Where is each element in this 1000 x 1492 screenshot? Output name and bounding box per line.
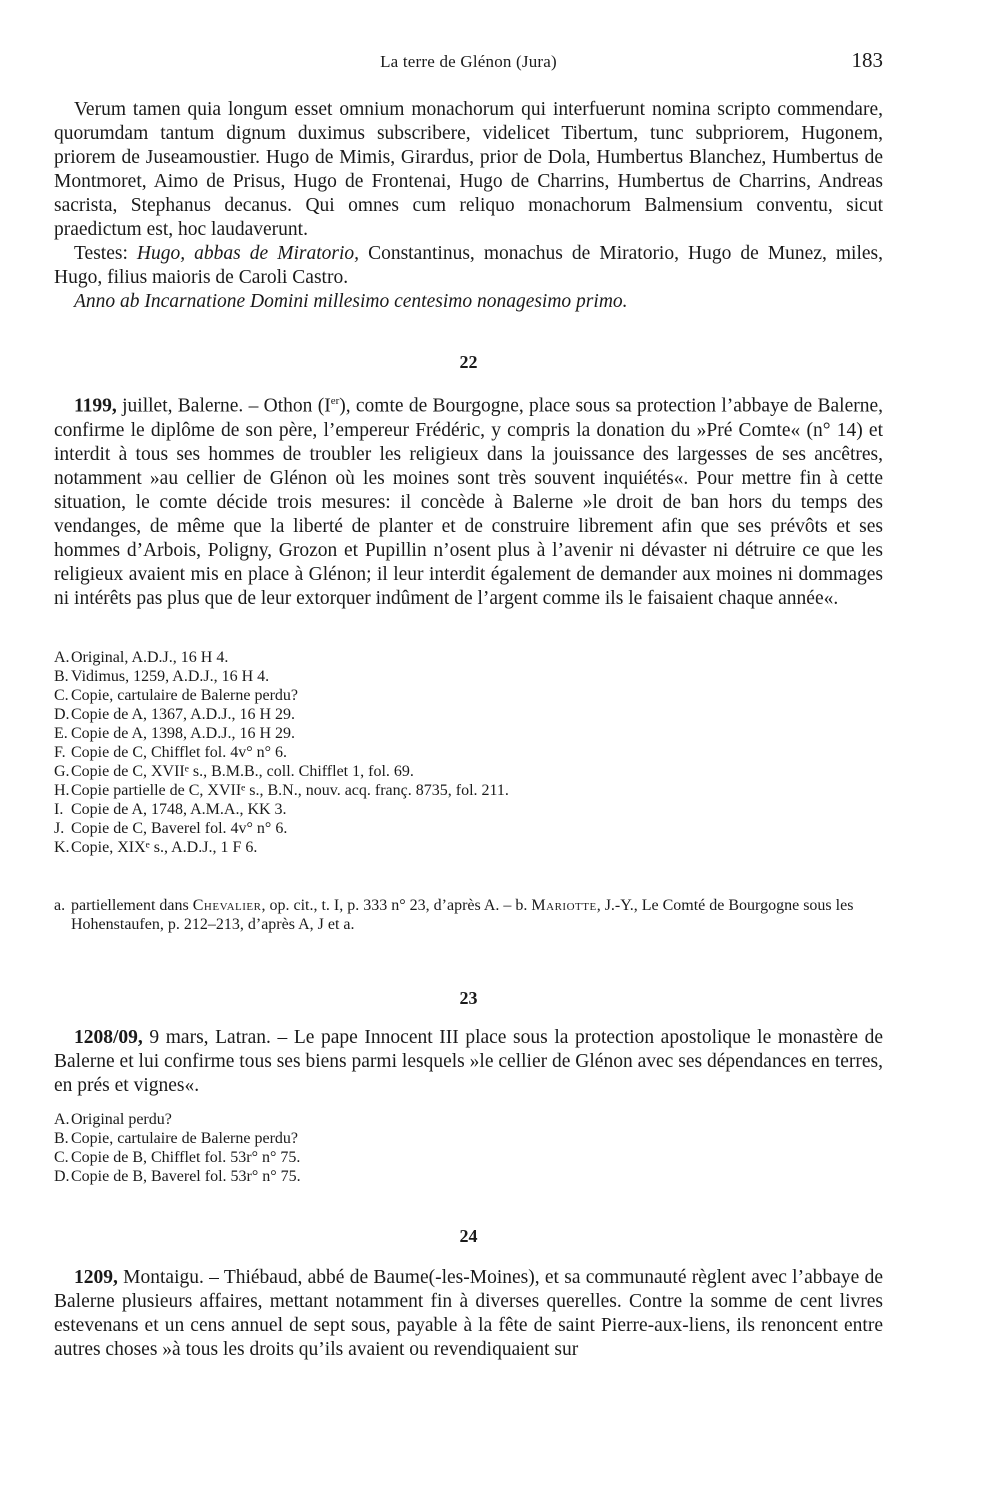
anno-line (54, 290, 883, 314)
witness-item (54, 1167, 883, 1186)
witness-item (54, 686, 883, 705)
witness-item (54, 1110, 883, 1129)
doc-24-section (54, 1266, 883, 1362)
witness-label: C. (54, 687, 69, 704)
doc-22-date: 1199, (74, 395, 117, 417)
witness-item (54, 819, 883, 838)
witness-text: Original, A.D.J., 16 H 4. (71, 649, 229, 666)
witness-text: Copie de A, 1398, A.D.J., 16 H 29. (71, 725, 295, 742)
witness-label: D. (54, 706, 70, 723)
witness-text: Copie de B, Baverel fol. 53r° n° 75. (71, 1168, 301, 1185)
witness-label: F. (54, 744, 66, 761)
witness-text: Copie partielle de C, XVIIᵉ s., B.N., nouv. acq. franç. 8735, fol. 211. (71, 782, 509, 799)
witness-label: B. (54, 1130, 69, 1147)
intro-section (54, 98, 883, 314)
edition-part3: , J.-Y., Le Comté de Bourgogne sous les Hohenstaufen, p. 212–213, d’après A, J et a. (71, 897, 854, 933)
witness-item (54, 705, 883, 724)
witness-item (54, 1129, 883, 1148)
doc-22-witness-list (54, 648, 883, 857)
doc-24-regest (54, 1266, 883, 1362)
witness-label: B. (54, 668, 69, 685)
doc-number-24: 24 (459, 1226, 478, 1246)
witness-label: I. (54, 801, 64, 818)
testes-rest: Constantinus, monachus de Miratorio, Hugo de Munez, miles, Hugo, filius maioris de Caroli Castro. (54, 243, 884, 288)
witness-label: H. (54, 782, 70, 799)
edition-label: a. (54, 897, 66, 914)
doc-22-section (54, 389, 883, 611)
testes-label: Testes: (74, 243, 137, 264)
edition-author2: Mariotte (531, 897, 597, 914)
doc-22-sup: er (330, 395, 340, 407)
witness-item (54, 648, 883, 667)
witness-text: Original perdu? (71, 1111, 172, 1128)
doc-23-regest (54, 1026, 883, 1098)
testes-paragraph (54, 242, 883, 290)
witness-text: Copie de B, Chifflet fol. 53r° n° 75. (71, 1149, 301, 1166)
edition-note (54, 896, 883, 934)
witness-label: D. (54, 1168, 70, 1185)
witness-text: Vidimus, 1259, A.D.J., 16 H 4. (71, 668, 270, 685)
running-title: La terre de Glénon (Jura) (380, 52, 557, 71)
doc-number-22: 22 (459, 352, 478, 372)
witness-item (54, 724, 883, 743)
doc-24-text: Montaigu. – Thiébaud, abbé de Baume(-les-Moines), et sa communauté règlent avec l’abbaye de Balerne plusieurs affaires, mettant notamment fin à diverses querelles. Contre la somme de cent livres estevenans et un cens annuel de sept sous, payable à la fête de saint Pierre-aux-liens, ils renoncent entre autres choses »à tous les droits qu’ils avaient ou revendiquaient sur (54, 1267, 883, 1360)
witness-text: Copie de A, 1367, A.D.J., 16 H 29. (71, 706, 295, 723)
doc-24-date: 1209, (74, 1267, 118, 1288)
doc-number-23: 23 (459, 988, 478, 1008)
witness-text: Copie, cartulaire de Balerne perdu? (71, 687, 298, 704)
witness-item (54, 838, 883, 857)
doc-22-edition (54, 896, 883, 934)
edition-author1: Chevalier (192, 897, 262, 914)
witness-label: G. (54, 763, 70, 780)
witness-item (54, 762, 883, 781)
witness-item (54, 1148, 883, 1167)
testes-italic: Hugo, abbas de Miratorio, (136, 243, 360, 264)
witness-label: C. (54, 1149, 69, 1166)
edition-part1: partiellement dans (71, 897, 193, 914)
witness-item (54, 743, 883, 762)
witness-text: Copie de C, Chifflet fol. 4v° n° 6. (71, 744, 288, 761)
intro-paragraph: Verum tamen quia longum esset omnium monachorum qui interfuerunt nomina scripto commendare, quorumdam tantum dignum duximus subscribere, videlicet Tibertum, tunc subpriorem, Hugonem, priorem de Juseamoustier. Hugo de Mimis, Girardus, prior de Dola, Humbertus Blanchez, Humbertus de Montmoret, Aimo de Prisus, Hugo de Frontenai, Hugo de Charrins, Humbertus de Charrins, Andreas sacrista, Stephanus decanus. Qui omnes cum reliquo monachorum Balmensium conventu, sicut praedictum est, hoc laudaverunt. (54, 99, 883, 240)
page-header (54, 48, 883, 74)
witness-text: Copie de C, XVIIᵉ s., B.M.B., coll. Chifflet 1, fol. 69. (71, 763, 414, 780)
doc-22-regest (54, 389, 883, 611)
witness-item (54, 781, 883, 800)
witness-label: K. (54, 839, 70, 856)
witness-label: E. (54, 725, 68, 742)
witness-text: Copie, cartulaire de Balerne perdu? (71, 1130, 298, 1147)
witness-text: Copie, XIXᵉ s., A.D.J., 1 F 6. (71, 839, 258, 856)
witness-label: A. (54, 649, 70, 666)
doc-22-text-b: ), comte de Bourgogne, place sous sa protection l’abbaye de Balerne, confirme le diplôme de son père, l’empereur Frédéric, y compris la donation du »Pré Comte« (n° 14) et interdit à tous ses hommes de troubler les religieux dans la jouissance des largesses de ses ancêtres, notamment »au cellier de Glénon où les moines sont très souvent inquiétés«. Pour mettre fin à cette situation, le comte décide trois mesures: il concède à Balerne »le droit de ban hors du temps des vendanges, de même que la liberté de planter et de construire librement afin que ses prévôts et ses hommes d’Arbois, Poligny, Grozon et Pupillin n’osent plus à l’avenir ni dévaster ni détruire ce que les religieux avaient mis en place à Glénon; il leur interdit également de demander aux moines ni dommages ni intérêts pas plus que de leur extorquer indûment de l’argent comme ils le faisaient chaque année«. (54, 395, 883, 609)
witness-item (54, 800, 883, 819)
witness-item (54, 667, 883, 686)
witness-label: J. (54, 820, 65, 837)
anno-text: Anno ab Incarnatione Domini millesimo centesimo nonagesimo primo. (74, 291, 628, 312)
doc-22-text-a: juillet, Balerne. – Othon (I (116, 395, 331, 417)
page-number: 183 (851, 48, 883, 72)
witness-text: Copie de A, 1748, A.M.A., KK 3. (71, 801, 287, 818)
doc-23-date: 1208/09, (74, 1027, 143, 1048)
doc-23-text: 9 mars, Latran. – Le pape Innocent III place sous la protection apostolique le monastère de Balerne et lui confirme tous ses biens parmi lesquels »le cellier de Glénon avec ses dépendances en terres, en prés et vignes«. (54, 1027, 883, 1096)
edition-part2: , op. cit., t. I, p. 333 n° 23, d’après A. – b. (261, 897, 532, 914)
witness-text: Copie de C, Baverel fol. 4v° n° 6. (71, 820, 288, 837)
doc-23-witness-list (54, 1110, 883, 1186)
doc-23-section (54, 1026, 883, 1098)
witness-label: A. (54, 1111, 70, 1128)
edition-text (71, 896, 883, 934)
